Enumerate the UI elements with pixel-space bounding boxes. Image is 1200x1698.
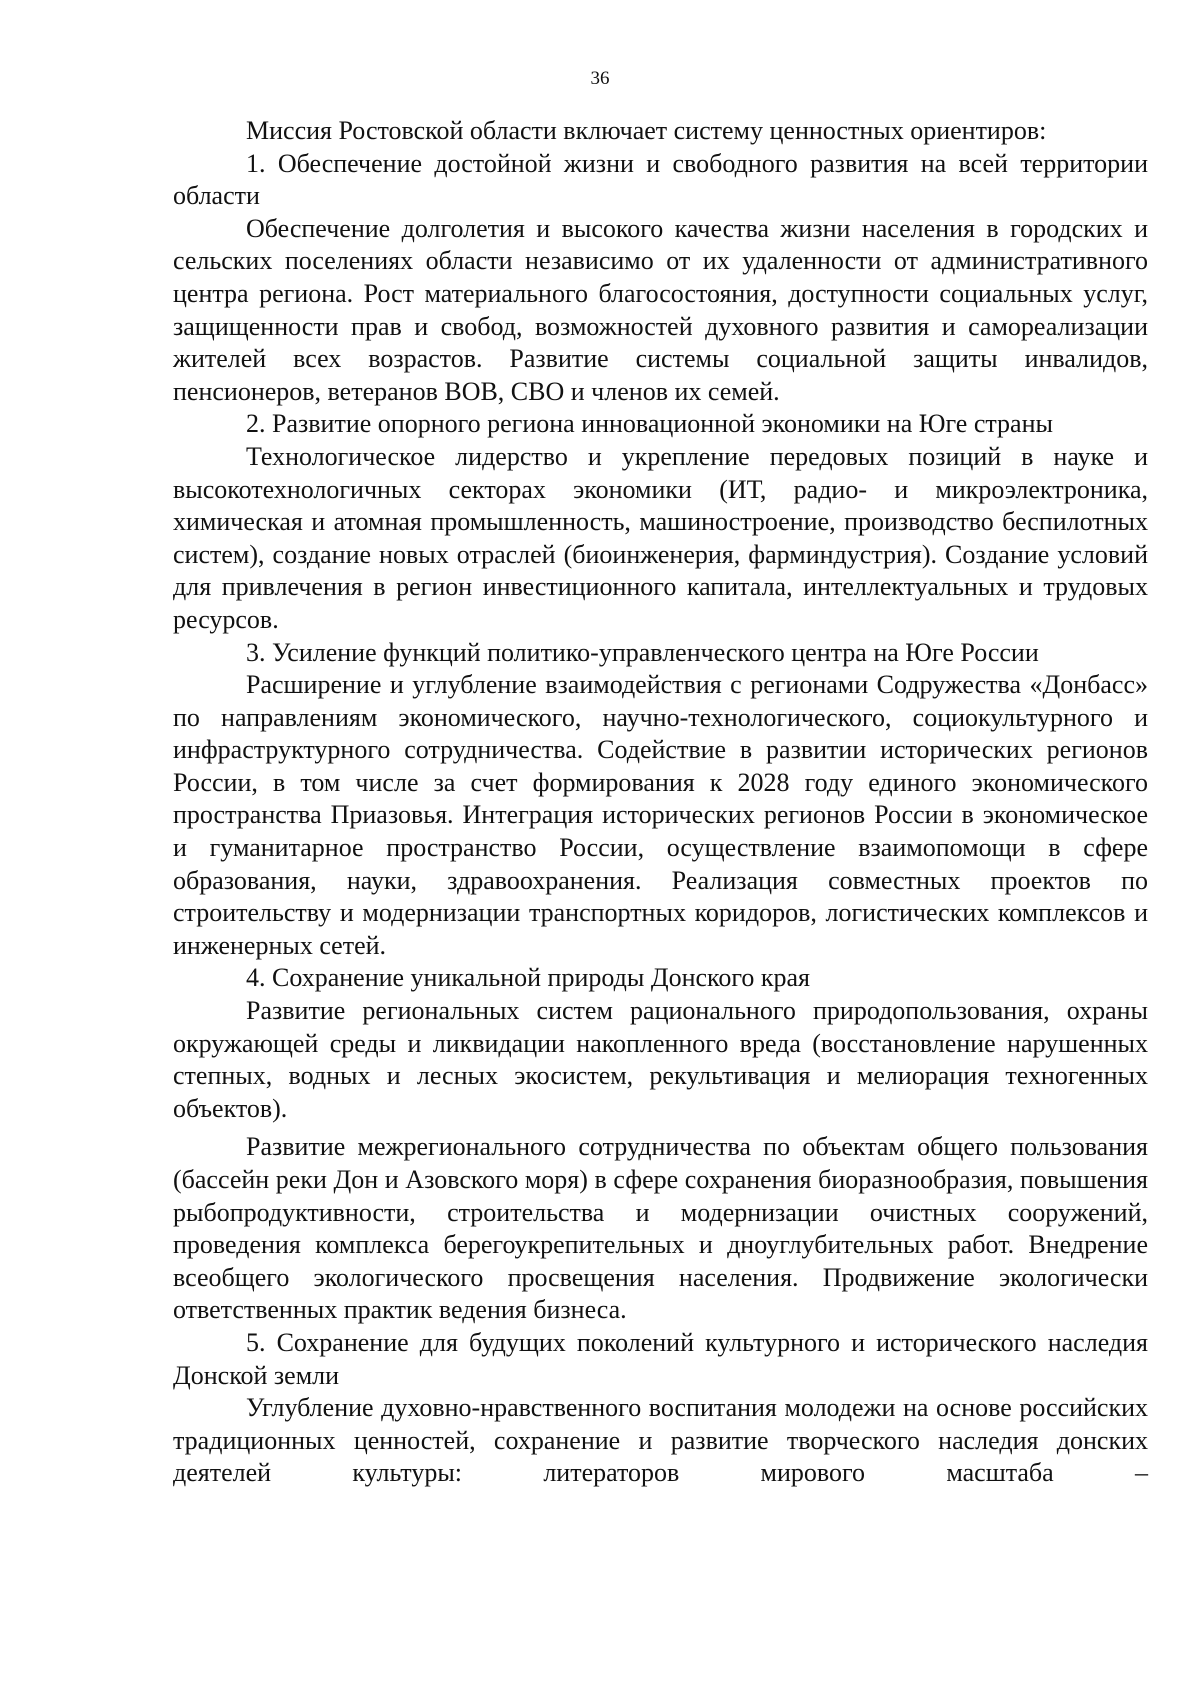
paragraph-item-5-body: Углубление духовно-нравственного воспитания молодежи на основе российских традиционных ценностей, сохранение и развитие творческого наследия донских деятелей культуры: литераторов мирового масштаба – (173, 1393, 1148, 1488)
paragraph-mission-intro: Миссия Ростовской области включает систему ценностных ориентиров: (246, 116, 1047, 145)
document-body (173, 115, 1148, 1490)
heading-item-1: 1. Обеспечение достойной жизни и свободного развития на всей территории области (173, 148, 1148, 211)
heading-item-4: 4. Сохранение уникальной природы Донского края (246, 963, 810, 993)
paragraph-item-1-body: Обеспечение долголетия и высокого качества жизни населения в городских и сельских поселениях области независимо от их удаленности от административного центра региона. Рост материального благосостояния, доступности социальных услуг, защищенности прав и свобод, возможностей духовного развития и самореализации жителей всех возрастов. Развитие системы социальной защиты инвалидов, пенсионеров, ветеранов ВОВ, СВО и членов их семей. (173, 213, 1148, 406)
page-number: 36 (590, 68, 610, 89)
paragraph-item-4-body-2: Развитие межрегионального сотрудничества по объектам общего пользования (бассейн реки Дон и Азовского моря) в сфере сохранения биоразнообразия, повышения рыбопродуктивности, строительства и модернизации очистных сооружений, проведения комплекса берегоукрепительных и дноуглубительных работ. Внедрение всеобщего экологического просвещения населения. Продвижение экологически ответственных практик ведения бизнеса. (173, 1132, 1148, 1325)
paragraph-item-4-body: Развитие региональных систем рационального природопользования, охраны окружающей среды и ликвидации накопленного вреда (восстановление нарушенных степных, водных и лесных экосистем, рекультивация и мелиорация техногенных объектов). (173, 996, 1148, 1123)
heading-item-2: 2. Развитие опорного региона инновационной экономики на Юге страны (246, 409, 1053, 439)
heading-item-3: 3. Усиление функций политико-управленческого центра на Юге России (246, 637, 1039, 667)
paragraph-item-2-body: Технологическое лидерство и укрепление передовых позиций в науке и высокотехнологичных секторах экономики (ИТ, радио- и микроэлектроника, химическая и атомная промышленность, машиностроение, производство беспилотных систем), создание новых отраслей (биоинженерия, фарминдустрия). Создание условий для привлечения в регион инвестиционного капитала, интеллектуальных и трудовых ресурсов. (173, 441, 1148, 634)
heading-item-5: 5. Сохранение для будущих поколений культурного и исторического наследия Донской земли (173, 1327, 1148, 1390)
paragraph-item-3-body: Расширение и углубление взаимодействия с регионами Содружества «Донбасс» по направлениям экономического, научно-технологического, социокультурного и инфраструктурного сотрудничества. Содействие в развитии исторических регионов России, в том числе за счет формирования к 2028 году единого экономического пространства Приазовья. Интеграция исторических регионов России в экономическое и гуманитарное пространство России, осуществление взаимопомощи в сфере образования, науки, здравоохранения. Реализация совместных проектов по строительству и модернизации транспортных коридоров, логистических комплексов и инженерных сетей. (173, 670, 1148, 960)
